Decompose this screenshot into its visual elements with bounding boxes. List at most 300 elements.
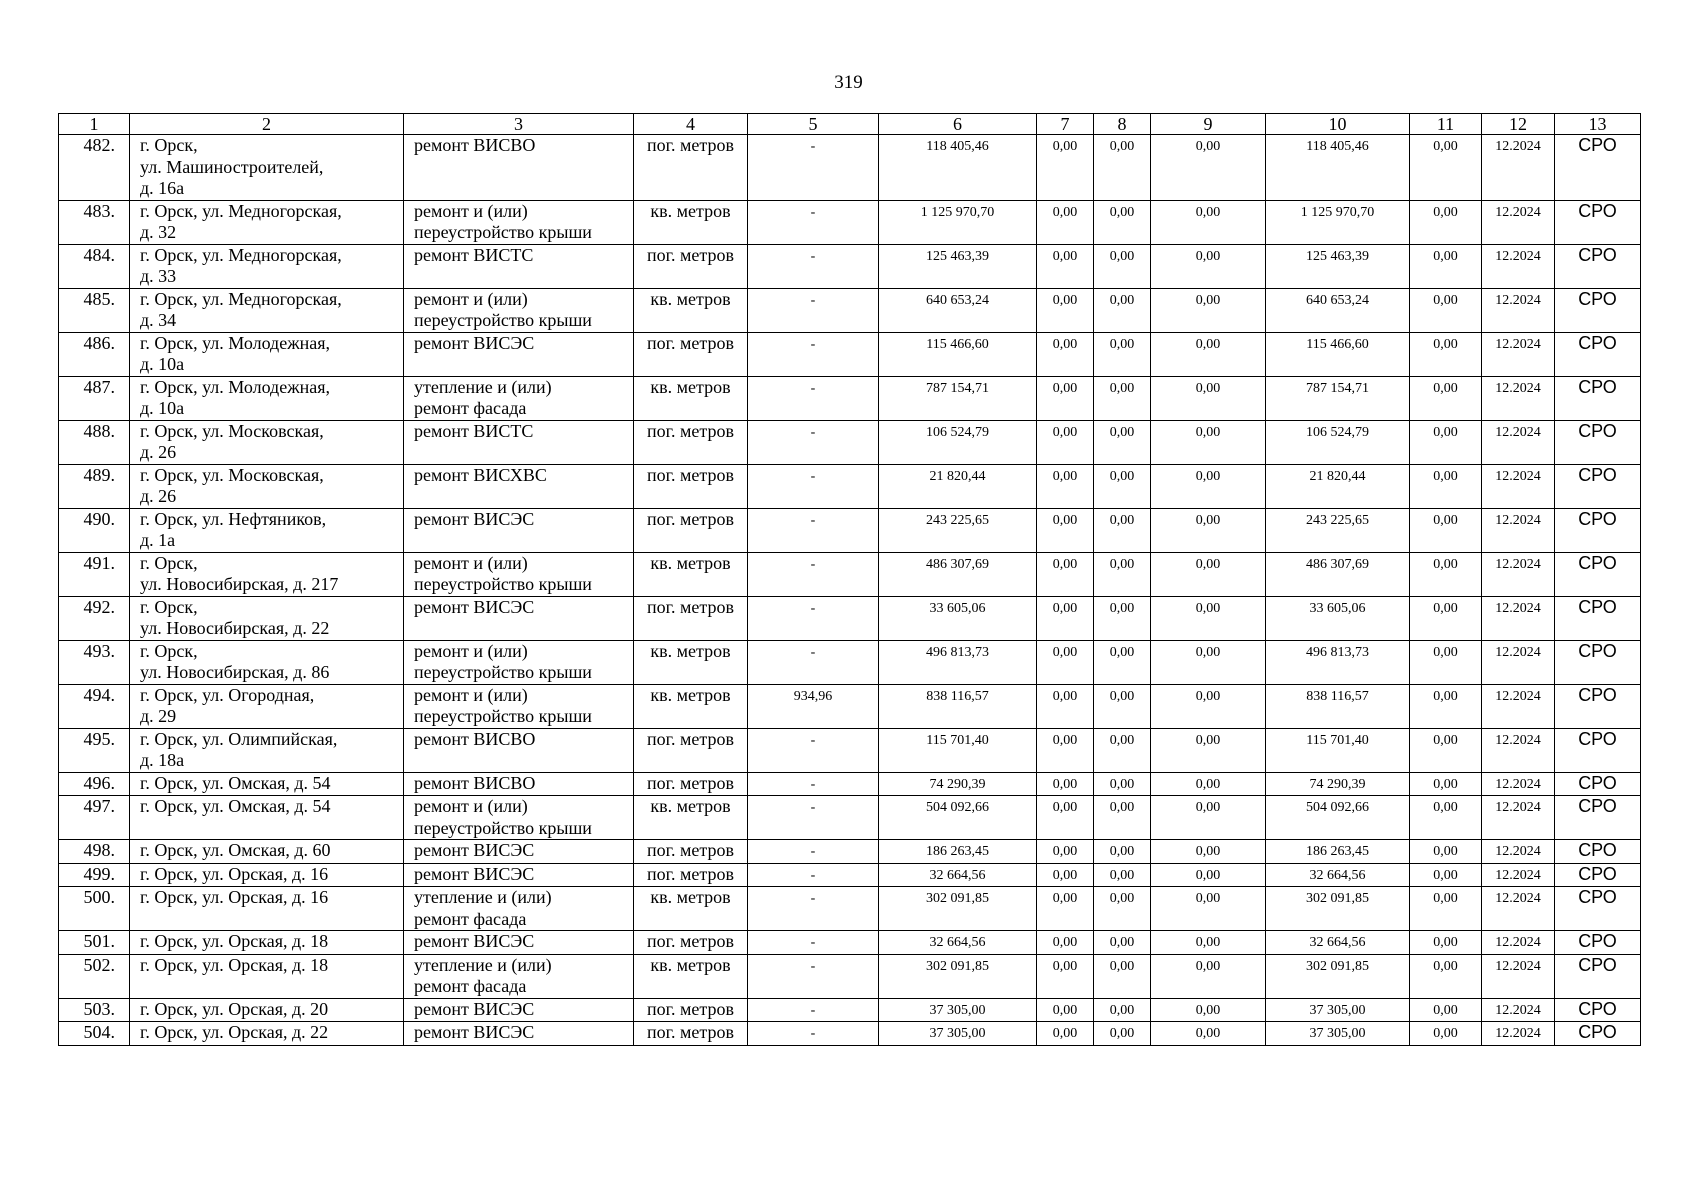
total-amount-cell: 496 813,73 [1266,640,1410,684]
unit-cell: пог. метров [634,998,748,1022]
work-type-line: ремонт ВИСЭС [414,998,535,1019]
address-cell [130,640,404,684]
quantity-cell: - [748,464,879,508]
row-number-cell: 504. [59,1022,130,1046]
total-amount-cell: 1 125 970,70 [1266,200,1410,244]
total-cost-cell: 21 820,44 [879,464,1037,508]
value-cell: 0,00 [1037,420,1094,464]
total-amount-cell: 106 524,79 [1266,420,1410,464]
value-cell: 0,00 [1094,772,1151,796]
address-cell [130,684,404,728]
quantity-cell: - [748,998,879,1022]
header-cell: 6 [879,114,1037,135]
address-line: г. Орск, ул. Медногорская, [140,244,342,265]
quantity-cell: - [748,244,879,288]
total-amount-cell: 640 653,24 [1266,288,1410,332]
total-cost-cell: 74 290,39 [879,772,1037,796]
total-amount-cell: 186 263,45 [1266,840,1410,864]
funding-source-cell: СРО [1555,998,1641,1022]
address-cell [130,200,404,244]
address-cell [130,244,404,288]
table-row [59,840,1641,864]
header-cell: 2 [130,114,404,135]
unit-cell: пог. метров [634,863,748,887]
completion-date-cell: 12.2024 [1482,863,1555,887]
value-cell: 0,00 [1410,464,1482,508]
value-cell: 0,00 [1094,464,1151,508]
total-amount-cell: 32 664,56 [1266,863,1410,887]
value-cell: 0,00 [1410,887,1482,931]
work-type-cell [404,1022,634,1046]
unit-cell: кв. метров [634,552,748,596]
address-cell [130,508,404,552]
table-row [59,931,1641,955]
header-cell: 7 [1037,114,1094,135]
value-cell: 0,00 [1151,772,1266,796]
work-type-cell [404,552,634,596]
total-cost-cell: 243 225,65 [879,508,1037,552]
address-line: г. Орск, ул. Орская, д. 22 [140,1022,329,1042]
value-cell: 0,00 [1151,135,1266,201]
table-row [59,135,1641,201]
work-type-line: ремонт ВИСТС [414,244,534,265]
address-cell [130,552,404,596]
address-line: г. Орск, ул. Орская, д. 18 [140,931,329,951]
work-type-line: ремонт ВИСВО [414,728,536,749]
value-cell: 0,00 [1094,288,1151,332]
total-cost-cell: 186 263,45 [879,840,1037,864]
funding-source-cell: СРО [1555,887,1641,931]
unit-cell: кв. метров [634,200,748,244]
work-type-line: переустройство крыши [414,706,592,726]
value-cell: 0,00 [1094,200,1151,244]
quantity-cell: - [748,420,879,464]
address-line: г. Орск, [140,596,198,617]
work-type-line: ремонт фасада [414,398,527,418]
value-cell: 0,00 [1410,420,1482,464]
address-line: г. Орск, ул. Орская, д. 16 [140,887,329,907]
address-line: г. Орск, ул. Омская, д. 60 [140,840,331,860]
table-row [59,420,1641,464]
total-cost-cell: 125 463,39 [879,244,1037,288]
value-cell: 0,00 [1037,887,1094,931]
total-amount-cell: 118 405,46 [1266,135,1410,201]
value-cell: 0,00 [1151,288,1266,332]
header-cell: 11 [1410,114,1482,135]
value-cell: 0,00 [1037,954,1094,998]
table-row [59,288,1641,332]
work-type-line: переустройство крыши [414,222,592,242]
table-row [59,640,1641,684]
row-number-cell: 503. [59,998,130,1022]
value-cell: 0,00 [1151,998,1266,1022]
value-cell: 0,00 [1037,508,1094,552]
address-line: ул. Машиностроителей, [140,156,324,177]
quantity-cell: - [748,772,879,796]
funding-source-cell: СРО [1555,200,1641,244]
address-cell [130,464,404,508]
value-cell: 0,00 [1037,332,1094,376]
value-cell: 0,00 [1094,931,1151,955]
header-row [59,114,1641,135]
table-row [59,863,1641,887]
unit-cell: пог. метров [634,1022,748,1046]
funding-source-cell: СРО [1555,135,1641,201]
work-type-line: ремонт фасада [414,976,527,996]
value-cell: 0,00 [1410,508,1482,552]
completion-date-cell: 12.2024 [1482,796,1555,840]
value-cell: 0,00 [1151,244,1266,288]
total-amount-cell: 302 091,85 [1266,887,1410,931]
quantity-cell: - [748,508,879,552]
value-cell: 0,00 [1094,376,1151,420]
table-row [59,954,1641,998]
work-type-cell [404,464,634,508]
address-cell [130,420,404,464]
row-number-cell: 491. [59,552,130,596]
address-line: ул. Новосибирская, д. 86 [140,662,330,682]
completion-date-cell: 12.2024 [1482,772,1555,796]
unit-cell: кв. метров [634,796,748,840]
funding-source-cell: СРО [1555,840,1641,864]
quantity-cell: - [748,796,879,840]
work-type-cell [404,954,634,998]
work-type-cell [404,796,634,840]
total-amount-cell: 33 605,06 [1266,596,1410,640]
address-line: д. 33 [140,266,177,286]
value-cell: 0,00 [1037,288,1094,332]
completion-date-cell: 12.2024 [1482,887,1555,931]
row-number-cell: 488. [59,420,130,464]
address-cell [130,931,404,955]
table-row [59,596,1641,640]
value-cell: 0,00 [1151,728,1266,772]
work-type-line: ремонт и (или) [414,796,528,816]
address-cell [130,863,404,887]
work-type-cell [404,772,634,796]
value-cell: 0,00 [1094,420,1151,464]
unit-cell: пог. метров [634,596,748,640]
funding-source-cell: СРО [1555,244,1641,288]
total-amount-cell: 74 290,39 [1266,772,1410,796]
address-cell [130,796,404,840]
value-cell: 0,00 [1410,244,1482,288]
unit-cell: кв. метров [634,954,748,998]
value-cell: 0,00 [1094,684,1151,728]
value-cell: 0,00 [1151,931,1266,955]
address-line: ул. Новосибирская, д. 217 [140,574,339,594]
value-cell: 0,00 [1094,332,1151,376]
row-number-cell: 500. [59,887,130,931]
table-row [59,200,1641,244]
completion-date-cell: 12.2024 [1482,420,1555,464]
unit-cell: пог. метров [634,420,748,464]
value-cell: 0,00 [1151,1022,1266,1046]
table-row [59,508,1641,552]
quantity-cell: - [748,200,879,244]
work-type-line: переустройство крыши [414,662,592,682]
address-line: г. Орск, ул. Московская, [140,420,324,441]
total-amount-cell: 486 307,69 [1266,552,1410,596]
value-cell: 0,00 [1151,840,1266,864]
table-row [59,998,1641,1022]
address-line: г. Орск, [140,135,198,155]
total-cost-cell: 32 664,56 [879,863,1037,887]
quantity-cell: - [748,1022,879,1046]
unit-cell: пог. метров [634,840,748,864]
work-type-cell [404,640,634,684]
value-cell: 0,00 [1037,772,1094,796]
address-line: г. Орск, [140,640,198,661]
total-amount-cell: 37 305,00 [1266,1022,1410,1046]
row-number-cell: 496. [59,772,130,796]
quantity-cell: 934,96 [748,684,879,728]
work-type-line: ремонт и (или) [414,552,528,573]
table-row [59,332,1641,376]
value-cell: 0,00 [1151,684,1266,728]
value-cell: 0,00 [1037,728,1094,772]
work-type-line: переустройство крыши [414,574,592,594]
value-cell: 0,00 [1094,887,1151,931]
header-cell: 4 [634,114,748,135]
quantity-cell: - [748,931,879,955]
value-cell: 0,00 [1094,244,1151,288]
funding-source-cell: СРО [1555,931,1641,955]
work-type-cell [404,244,634,288]
total-cost-cell: 504 092,66 [879,796,1037,840]
work-type-cell [404,863,634,887]
completion-date-cell: 12.2024 [1482,376,1555,420]
work-type-cell [404,596,634,640]
value-cell: 0,00 [1037,464,1094,508]
table-row [59,887,1641,931]
address-line: д. 1а [140,530,176,550]
work-type-line: ремонт ВИСЭС [414,863,535,884]
work-type-line: ремонт и (или) [414,640,528,661]
quantity-cell: - [748,332,879,376]
work-type-line: ремонт ВИСЭС [414,1022,535,1042]
total-cost-cell: 37 305,00 [879,998,1037,1022]
row-number-cell: 482. [59,135,130,201]
total-amount-cell: 838 116,57 [1266,684,1410,728]
quantity-cell: - [748,887,879,931]
value-cell: 0,00 [1410,332,1482,376]
completion-date-cell: 12.2024 [1482,954,1555,998]
table-row [59,552,1641,596]
address-line: д. 16а [140,178,185,198]
table-row [59,244,1641,288]
value-cell: 0,00 [1410,998,1482,1022]
row-number-cell: 495. [59,728,130,772]
quantity-cell: - [748,840,879,864]
value-cell: 0,00 [1410,954,1482,998]
completion-date-cell: 12.2024 [1482,135,1555,201]
address-cell [130,596,404,640]
funding-source-cell: СРО [1555,954,1641,998]
total-amount-cell: 32 664,56 [1266,931,1410,955]
value-cell: 0,00 [1037,796,1094,840]
value-cell: 0,00 [1151,200,1266,244]
value-cell: 0,00 [1037,135,1094,201]
completion-date-cell: 12.2024 [1482,728,1555,772]
completion-date-cell: 12.2024 [1482,640,1555,684]
total-amount-cell: 21 820,44 [1266,464,1410,508]
value-cell: 0,00 [1037,931,1094,955]
table-row [59,772,1641,796]
unit-cell: кв. метров [634,640,748,684]
address-line: г. Орск, ул. Московская, [140,464,324,485]
value-cell: 0,00 [1151,887,1266,931]
unit-cell: кв. метров [634,376,748,420]
row-number-cell: 486. [59,332,130,376]
unit-cell: кв. метров [634,288,748,332]
total-cost-cell: 838 116,57 [879,684,1037,728]
table-row [59,796,1641,840]
work-type-line: ремонт ВИСТС [414,420,534,441]
quantity-cell: - [748,728,879,772]
address-cell [130,998,404,1022]
total-amount-cell: 302 091,85 [1266,954,1410,998]
unit-cell: кв. метров [634,887,748,931]
total-amount-cell: 37 305,00 [1266,998,1410,1022]
value-cell: 0,00 [1037,998,1094,1022]
value-cell: 0,00 [1151,552,1266,596]
row-number-cell: 502. [59,954,130,998]
row-number-cell: 497. [59,796,130,840]
value-cell: 0,00 [1037,684,1094,728]
value-cell: 0,00 [1410,640,1482,684]
value-cell: 0,00 [1151,332,1266,376]
header-cell: 13 [1555,114,1641,135]
value-cell: 0,00 [1410,1022,1482,1046]
row-number-cell: 483. [59,200,130,244]
page-number: 319 [834,72,863,93]
work-type-line: ремонт и (или) [414,288,528,309]
completion-date-cell: 12.2024 [1482,596,1555,640]
value-cell: 0,00 [1410,376,1482,420]
quantity-cell: - [748,954,879,998]
address-line: д. 29 [140,706,177,726]
work-type-line: ремонт ВИСЭС [414,931,535,951]
completion-date-cell: 12.2024 [1482,931,1555,955]
value-cell: 0,00 [1094,552,1151,596]
completion-date-cell: 12.2024 [1482,684,1555,728]
total-cost-cell: 496 813,73 [879,640,1037,684]
funding-source-cell: СРО [1555,376,1641,420]
completion-date-cell: 12.2024 [1482,288,1555,332]
value-cell: 0,00 [1151,640,1266,684]
work-type-cell [404,998,634,1022]
value-cell: 0,00 [1037,552,1094,596]
header-cell: 1 [59,114,130,135]
unit-cell: пог. метров [634,464,748,508]
address-cell [130,887,404,931]
address-line: д. 10а [140,398,185,418]
work-type-line: ремонт и (или) [414,200,528,221]
value-cell: 0,00 [1037,640,1094,684]
row-number-cell: 489. [59,464,130,508]
value-cell: 0,00 [1094,863,1151,887]
work-type-line: ремонт ВИСЭС [414,508,535,529]
value-cell: 0,00 [1037,596,1094,640]
funding-source-cell: СРО [1555,796,1641,840]
work-type-cell [404,840,634,864]
value-cell: 0,00 [1151,954,1266,998]
address-line: г. Орск, ул. Медногорская, [140,200,342,221]
value-cell: 0,00 [1094,728,1151,772]
value-cell: 0,00 [1094,998,1151,1022]
header-cell: 9 [1151,114,1266,135]
row-number-cell: 499. [59,863,130,887]
row-number-cell: 487. [59,376,130,420]
row-number-cell: 501. [59,931,130,955]
total-cost-cell: 640 653,24 [879,288,1037,332]
address-line: г. Орск, ул. Огородная, [140,684,315,705]
value-cell: 0,00 [1410,772,1482,796]
work-type-line: ремонт фасада [414,908,527,929]
address-line: д. 26 [140,486,177,506]
address-cell [130,840,404,864]
total-cost-cell: 1 125 970,70 [879,200,1037,244]
capital-repair-table [58,113,1641,1046]
work-type-line: ремонт ВИСЭС [414,332,535,353]
row-number-cell: 494. [59,684,130,728]
completion-date-cell: 12.2024 [1482,508,1555,552]
value-cell: 0,00 [1410,135,1482,201]
table-row [59,376,1641,420]
address-line: д. 26 [140,442,177,462]
address-cell [130,376,404,420]
value-cell: 0,00 [1151,508,1266,552]
total-cost-cell: 115 701,40 [879,728,1037,772]
value-cell: 0,00 [1410,728,1482,772]
value-cell: 0,00 [1094,954,1151,998]
row-number-cell: 490. [59,508,130,552]
address-cell [130,135,404,201]
address-line: г. Орск, ул. Нефтяников, [140,508,327,529]
table-row [59,728,1641,772]
funding-source-cell: СРО [1555,728,1641,772]
address-line: г. Орск, ул. Омская, д. 54 [140,796,331,816]
row-number-cell: 498. [59,840,130,864]
address-line: г. Орск, ул. Орская, д. 16 [140,863,329,884]
work-type-cell [404,420,634,464]
completion-date-cell: 12.2024 [1482,244,1555,288]
funding-source-cell: СРО [1555,420,1641,464]
unit-cell: пог. метров [634,244,748,288]
unit-cell: пог. метров [634,508,748,552]
value-cell: 0,00 [1151,376,1266,420]
funding-source-cell: СРО [1555,464,1641,508]
value-cell: 0,00 [1410,684,1482,728]
work-type-cell [404,376,634,420]
completion-date-cell: 12.2024 [1482,464,1555,508]
work-type-line: переустройство крыши [414,817,592,838]
address-cell [130,288,404,332]
work-type-cell [404,332,634,376]
value-cell: 0,00 [1410,863,1482,887]
quantity-cell: - [748,376,879,420]
row-number-cell: 492. [59,596,130,640]
address-cell [130,728,404,772]
value-cell: 0,00 [1151,596,1266,640]
header-cell: 10 [1266,114,1410,135]
unit-cell: пог. метров [634,772,748,796]
value-cell: 0,00 [1410,840,1482,864]
quantity-cell: - [748,596,879,640]
funding-source-cell: СРО [1555,288,1641,332]
completion-date-cell: 12.2024 [1482,332,1555,376]
